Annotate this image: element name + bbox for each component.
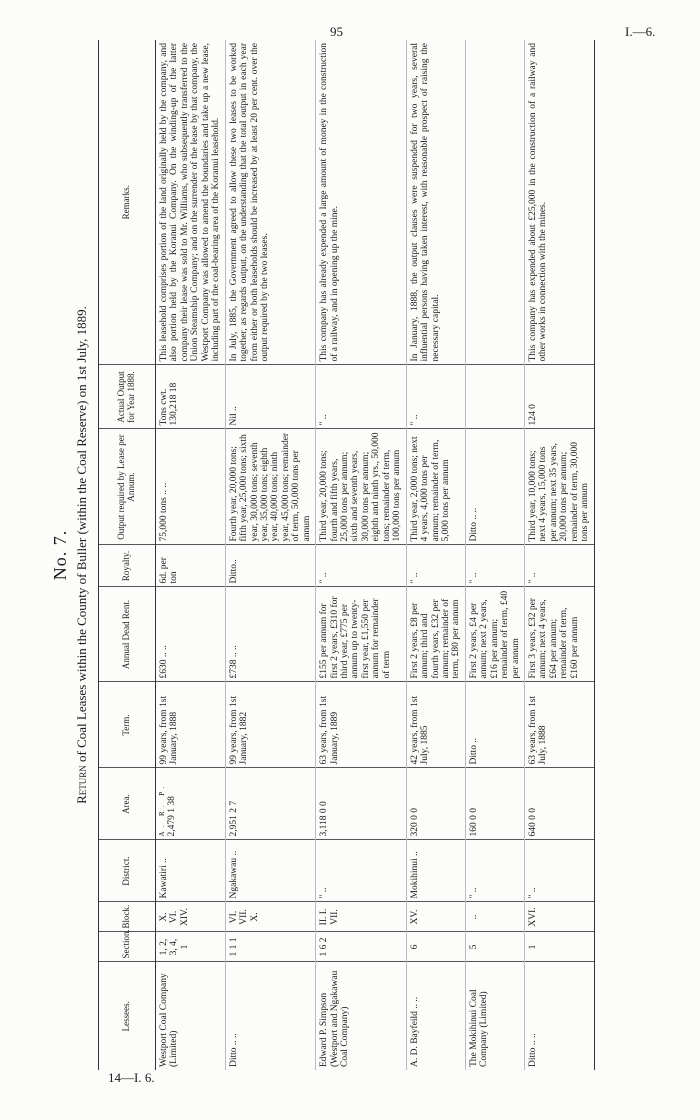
- cell-block: II. I. VII.: [316, 902, 407, 932]
- title-rest: of Coal Leases within the County of Buller (within the Coal Reserve) on 1st July, 1889.: [74, 306, 89, 762]
- cell-section: 1, 2, 3, 4, 1: [156, 932, 226, 962]
- cell-rent: First 3 years, £32 per annum; next 4 years, £64 per annum; remainder of term, £160 per annum: [525, 587, 595, 682]
- cell-section: 5: [465, 932, 524, 962]
- cell-lessees: Edward P. Simpson (Westport and Ngakawau Coal Company): [316, 962, 407, 1070]
- cell-section: 1: [525, 932, 595, 962]
- cell-district: " ..: [316, 840, 407, 902]
- cell-remarks: This leasehold comprises portion of the land originally held by the company, and also portion held by the Koranui Company. On the winding-up of the latter company their lease was sold to Mr. Williams, who subsequently transferred to the Union Steamship Company; and on the surrender of the lease by that company, the Westport Company was allowed to amend the boundaries and take up a new lease, including part of the coal-bearing area of the Koranui leasehold.: [156, 40, 226, 365]
- coal-leases-table: [98, 40, 595, 1070]
- cell-remarks: This company has expended about £25,000 in the construction of a railway and other works in connection with the mines.: [525, 40, 595, 365]
- cell-rent: £155 per annum for first 2 years, £310 for third year, £775 per annum up to twenty-first year, £1,550 per annum for remainder of term: [316, 587, 407, 682]
- cell-block: XVI.: [525, 902, 595, 932]
- cell-royalty: 6d. per ton: [156, 545, 226, 587]
- cell-area: 640 0 0: [525, 768, 595, 840]
- cell-output-required: Fourth year, 20,000 tons; fifth year, 25,000 tons; sixth year, 30,000 tons; seventh year, 35,000 tons; eighth year, 40,000 tons; ninth year, 45,000 tons; remainder of term, 50,000 tons per annum: [225, 429, 316, 545]
- cell-royalty: " ..: [406, 545, 465, 587]
- cell-district: Kawatiri ..: [156, 840, 226, 902]
- cell-area: 160 0 0: [465, 768, 524, 840]
- cell-output-required: 75,000 tons .. ..: [156, 429, 226, 545]
- cell-block: VI. VII. X.: [225, 902, 316, 932]
- cell-royalty: " ..: [316, 545, 407, 587]
- cell-term: 42 years, from 1st July, 1885: [406, 682, 465, 768]
- cell-area-value: 2,479 1 38: [166, 796, 177, 837]
- cell-area: 3,118 0 0: [316, 768, 407, 840]
- cell-term: 63 years, from 1st January, 1889: [316, 682, 407, 768]
- cell-output-required: Ditto .. ..: [465, 429, 524, 545]
- cell-remarks: In July, 1885, the Government agreed to allow these two leases to be worked together, as regards output, on the understanding that the total output in each year from either or both leaseholds should be increased by at least 20 per cent. over the output required by the two leases.: [225, 40, 316, 365]
- cell-section: 1 6 2: [316, 932, 407, 962]
- cell-district: Ngakawau ..: [225, 840, 316, 902]
- cell-lessees: Ditto .. ..: [225, 962, 316, 1070]
- page-reference: I.—6.: [625, 24, 656, 39]
- cell-term: 63 years, from 1st July, 1888: [525, 682, 595, 768]
- cell-output-required: Third year, 2,000 tons; next 4 years, 4,000 tons per annum; remainder of term, 5,000 tons per annum: [406, 429, 465, 545]
- cell-district: Mokihinui ..: [406, 840, 465, 902]
- cell-term: Ditto ..: [465, 682, 524, 768]
- header-block: Block.: [99, 902, 156, 932]
- cell-rent: £738 .. ..: [225, 587, 316, 682]
- cell-royalty: Ditto..: [225, 545, 316, 587]
- cell-section: 6: [406, 932, 465, 962]
- cell-block: XV.: [406, 902, 465, 932]
- cell-output-required: Third year, 20,000 tons; fourth and fifth years, 25,000 tons per annum; sixth and seventh years, 30,000 tons per annum; eighth and ninth yrs., 50,000 tons; remainder of term, 100,000 tons per annum: [316, 429, 407, 545]
- cell-area: 2,951 2 7: [225, 768, 316, 840]
- table-row: [525, 40, 595, 1070]
- cell-lessees: The Mokihinui Coal Company (Limited): [465, 962, 524, 1070]
- cell-block: ..: [465, 902, 524, 932]
- table-row: [406, 40, 465, 1070]
- cell-district: " ..: [525, 840, 595, 902]
- cell-actual-output-value: 130,218 18: [169, 382, 180, 426]
- cell-output-required: Third year, 10,000 tons; next 4 years, 15,000 tons per annum; next 35 years, 20,000 tons per annum; remainder of term, 30,000 tons per annum: [525, 429, 595, 545]
- cell-section: 1 1 1: [225, 932, 316, 962]
- cell-remarks: This company has already expended a large amount of money in the construction of a railway, and in opening up the mine.: [316, 40, 407, 365]
- cell-area: 320 0 0: [406, 768, 465, 840]
- output-units-label: Tons cwt.: [159, 388, 169, 426]
- cell-term: 99 years, from 1st January, 1882: [225, 682, 316, 768]
- rotated-table-block: [50, 40, 690, 1070]
- cell-royalty: " ..: [525, 545, 595, 587]
- document-title: [74, 40, 90, 1070]
- page-number: 95: [330, 24, 343, 39]
- title-lead: Return: [74, 765, 89, 804]
- header-rent: Annual Dead Rent.: [99, 587, 156, 682]
- cell-lessees: Westport Coal Company (Limited): [156, 962, 226, 1070]
- cell-district: " ..: [465, 840, 524, 902]
- header-royalty: Royalty.: [99, 545, 156, 587]
- cell-actual-output: " ..: [316, 365, 407, 429]
- cell-term: 99 years, from 1st January, 1888: [156, 682, 226, 768]
- area-units-label: A. R. P.: [158, 782, 166, 837]
- cell-actual-output: " ..: [406, 365, 465, 429]
- header-term: Term.: [99, 682, 156, 768]
- cell-remarks: [465, 40, 524, 365]
- cell-royalty: " ..: [465, 545, 524, 587]
- cell-actual-output: [465, 365, 524, 429]
- cell-rent: First 2 years, £4 per annum; next 2 years, £16 per annum; remainder of term, £40 per annum: [465, 587, 524, 682]
- cell-actual-output: Nil ..: [225, 365, 316, 429]
- cell-actual-output: 124 0: [525, 365, 595, 429]
- header-output-required: Output required by Lease per Annum.: [99, 429, 156, 545]
- cell-lessees: Ditto .. ..: [525, 962, 595, 1070]
- header-actual-output: Actual Output for Year 1888.: [99, 365, 156, 429]
- table-row: [465, 40, 524, 1070]
- header-row: [99, 40, 156, 1070]
- header-area: Area.: [99, 768, 156, 840]
- cell-lessees: A. D. Bayfeild .. ..: [406, 962, 465, 1070]
- header-lessees: Lessees.: [99, 962, 156, 1070]
- header-district: District.: [99, 840, 156, 902]
- cell-area: [156, 768, 226, 840]
- header-section: Section.: [99, 932, 156, 962]
- cell-actual-output: [156, 365, 226, 429]
- table-row: [156, 40, 226, 1070]
- cell-rent: £630 .. ..: [156, 587, 226, 682]
- cell-remarks: In January, 1888, the output clauses were suspended for two years, several influential persons having taken interest, with reasonable prospect of raising the necessary capital.: [406, 40, 465, 365]
- cell-block: X. VI. XIV.: [156, 902, 226, 932]
- cell-rent: First 2 years, £8 per annum; third and fourth years, £32 per annum; remainder of term, £80 per annum: [406, 587, 465, 682]
- table-row: [225, 40, 316, 1070]
- table-row: [316, 40, 407, 1070]
- page-footer: 14—I. 6.: [108, 1070, 155, 1085]
- document-number: No. 7.: [50, 529, 70, 581]
- header-remarks: Remarks.: [99, 40, 156, 365]
